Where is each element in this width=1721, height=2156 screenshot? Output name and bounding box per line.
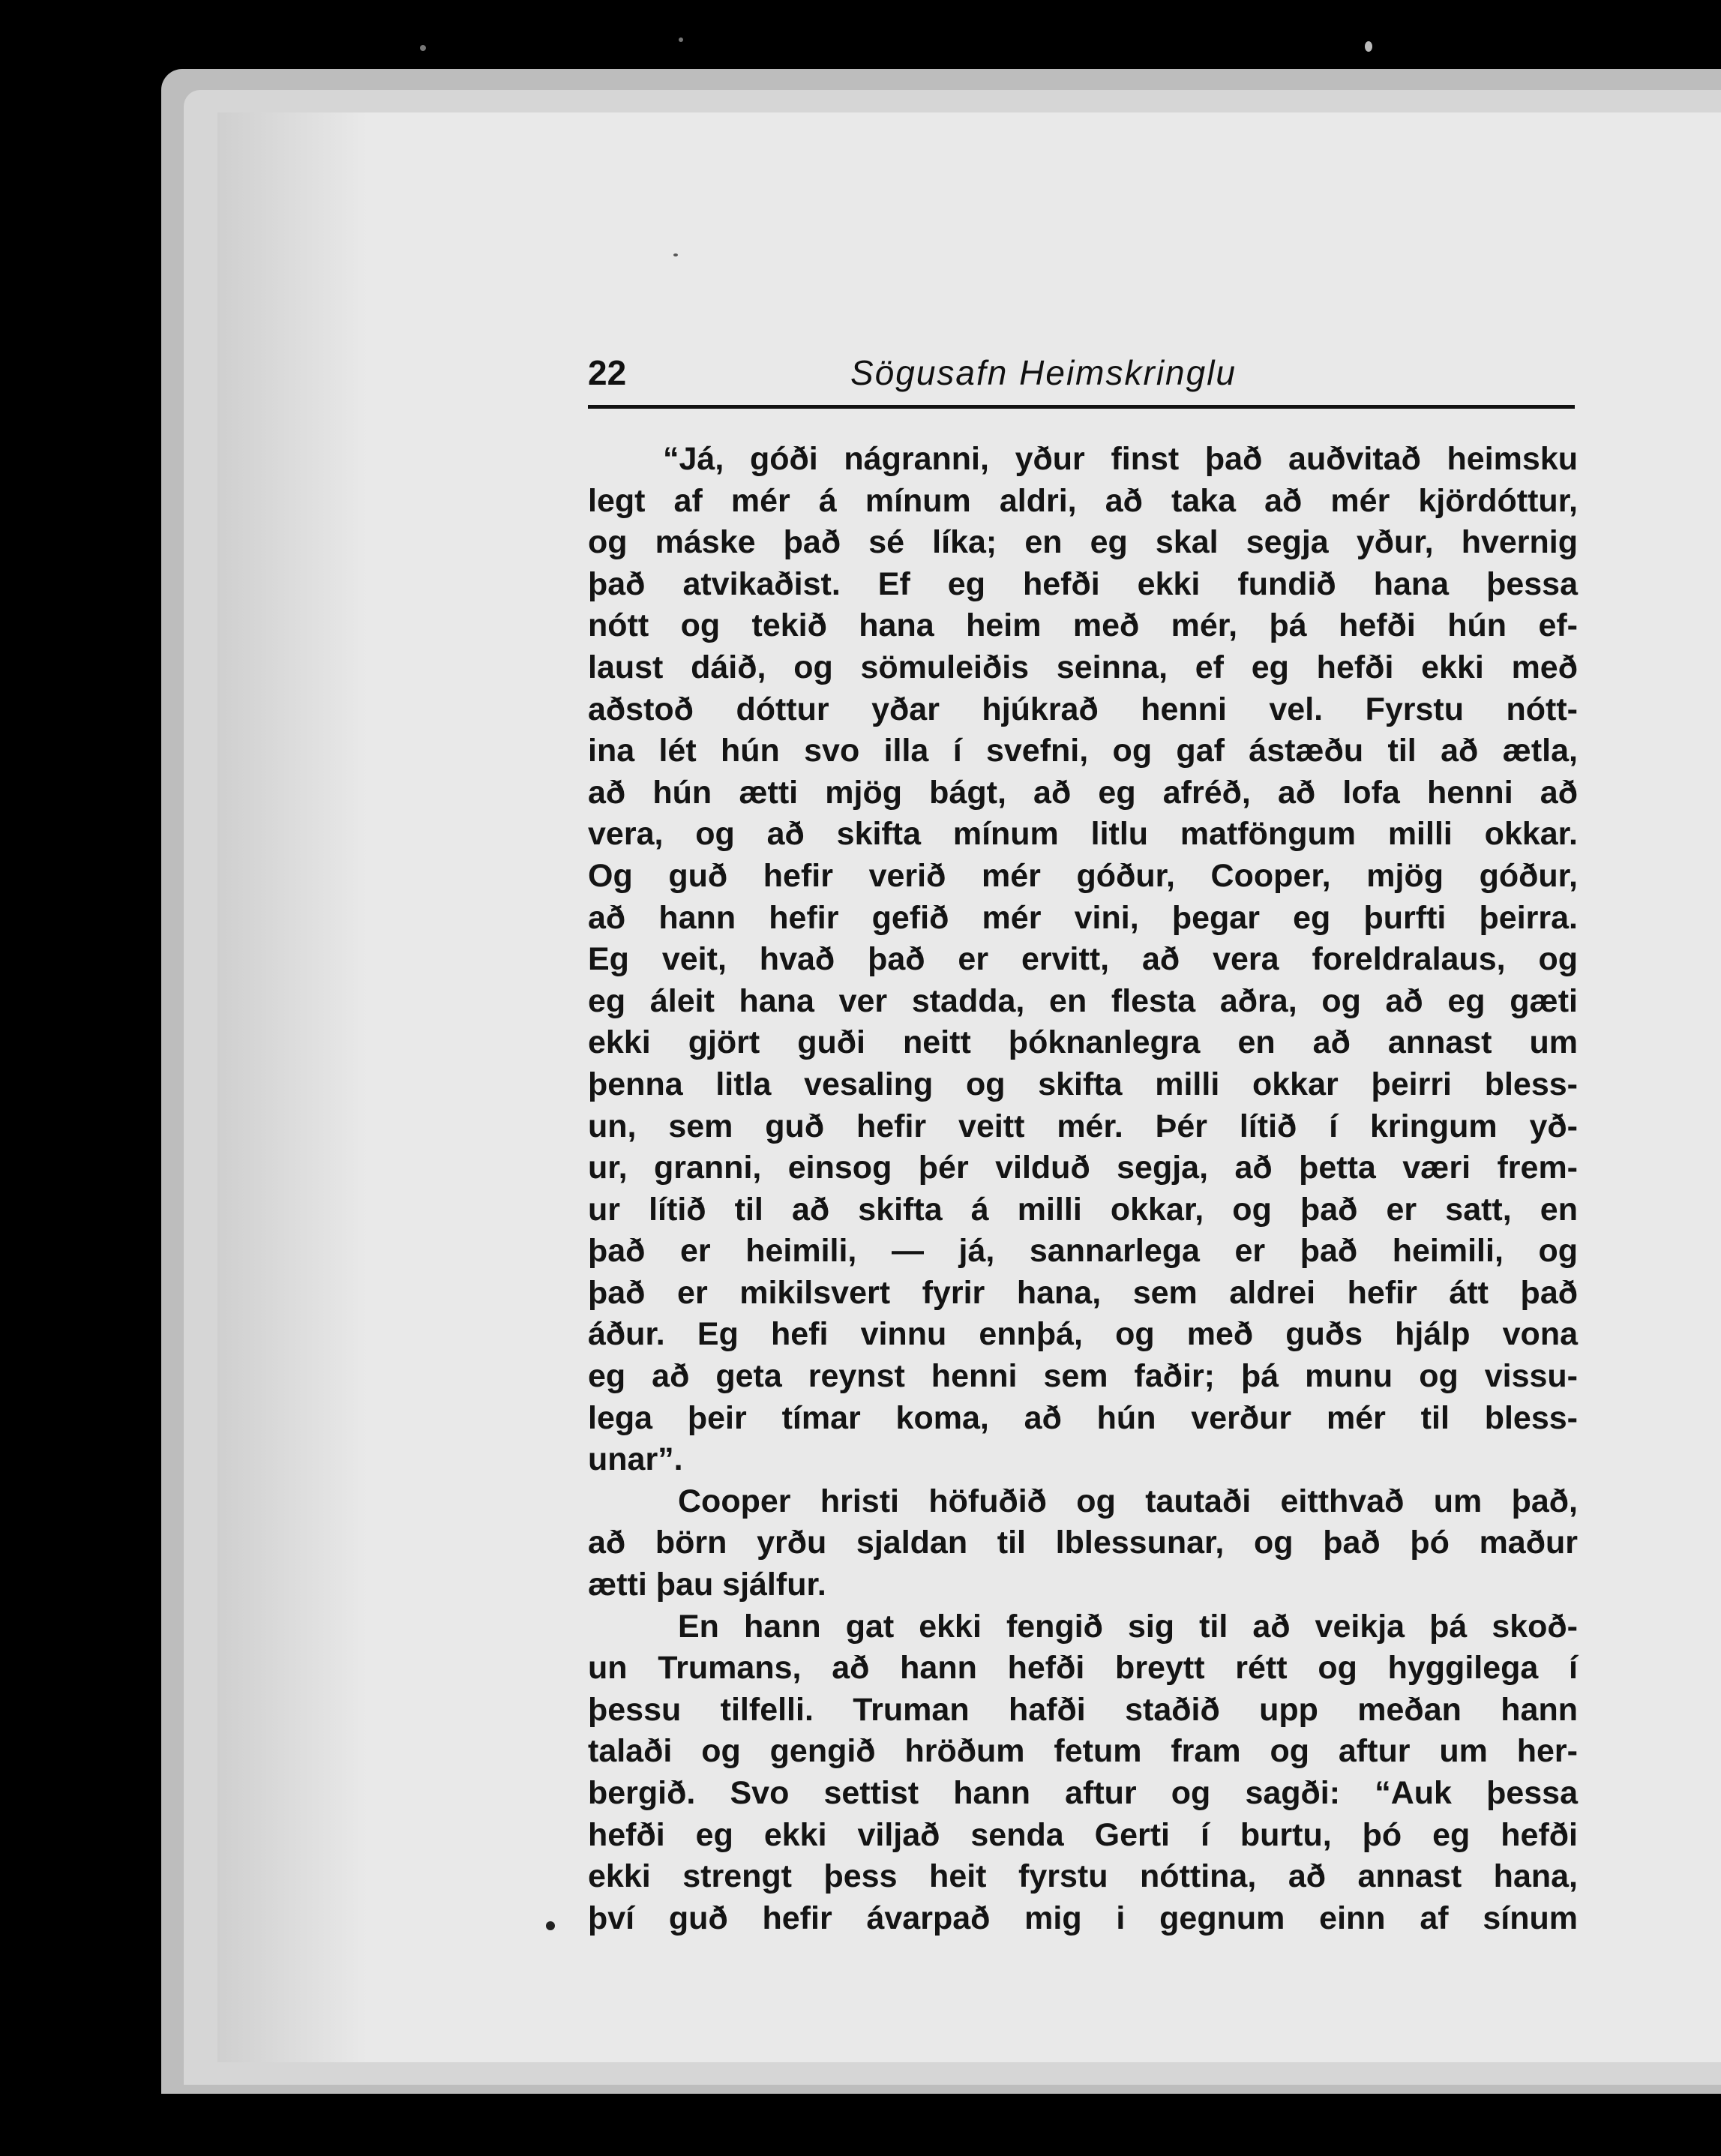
text-line: það er heimili, — já, sannarlega er það heimili, og [588,1233,1578,1270]
text-line: eg áleit hana ver stadda, en flesta aðra, og að eg gæti [588,982,1578,1019]
page-number: 22 [588,353,627,392]
text-line: En hann gat ekki fengið sig til að veikja þá skoð- [678,1608,1578,1645]
page-header [588,352,1575,409]
text-line: ekki gjört guði neitt þóknanlegra en að annast um [588,1024,1578,1061]
text-line: að hún ætti mjög bágt, að eg afréð, að lofa henni að [588,774,1578,811]
body-text [588,439,1578,1939]
margin-mark [546,1921,555,1930]
text-line: Og guð hefir verið mér góður, Cooper, mjög góður, [588,857,1578,894]
text-line: lega þeir tímar koma, að hún verður mér til bless- [588,1399,1578,1436]
text-line: ur lítið til að skifta á milli okkar, og það er satt, en [588,1191,1578,1228]
text-line: ekki strengt þess heit fyrstu nóttina, að annast hana, [588,1858,1578,1895]
page-gutter-shadow [217,112,367,2062]
text-line: bergið. Svo settist hann aftur og sagði: “Auk þessa [588,1775,1578,1811]
text-line: áður. Eg hefi vinnu ennþá, og með guðs hjálp vona [588,1316,1578,1353]
text-line: að hann hefir gefið mér vini, þegar eg þurfti þeirra. [588,899,1578,936]
text-line: nótt og tekið hana heim með mér, þá hefði hún ef- [588,607,1578,644]
dust-speck [1365,41,1372,52]
text-line: unar”. [588,1441,683,1478]
text-line: ætti þau sjálfur. [588,1567,826,1603]
text-line: Cooper hristi höfuðið og tautaði eitthvað um það, [678,1483,1578,1519]
text-line: legt af mér á mínum aldri, að taka að mér kjördóttur, [588,482,1578,519]
text-line: aðstoð dóttur yðar hjúkrað henni vel. Fyrstu nótt- [588,691,1578,727]
text-line: eg að geta reynst henni sem faðir; þá munu og vissu- [588,1358,1578,1395]
text-line: það atvikaðist. Ef eg hefði ekki fundið hana þessa [588,565,1578,602]
text-line: Eg veit, hvað það er ervitt, að vera foreldralaus, og [588,941,1578,978]
text-line: það er mikilsvert fyrir hana, sem aldrei hefir átt það [588,1274,1578,1311]
text-line: hefði eg ekki viljað senda Gerti í burtu, þó eg hefði [588,1816,1578,1853]
text-line: talaði og gengið hröðum fetum fram og aftur um her- [588,1733,1578,1770]
text-line: ina lét hún svo illa í svefni, og gaf ástæðu til að ætla, [588,733,1578,769]
text-line: “Já, góði nágranni, yður finst það auðvitað heimsku [663,441,1578,477]
text-line: ur, granni, einsog þér vilduð segja, að þetta væri frem- [588,1150,1578,1186]
text-line: un, sem guð hefir veitt mér. Þér lítið í kringum yð- [588,1108,1578,1144]
text-line: un Trumans, að hann hefði breytt rétt og hyggilega í [588,1650,1578,1687]
dust-speck [679,37,683,42]
text-line: laust dáið, og sömuleiðis seinna, ef eg hefði ekki með [588,649,1578,685]
text-line: þenna litla vesaling og skifta milli okkar þeirri bless- [588,1066,1578,1102]
text-line: því guð hefir ávarpað mig i gegnum einn af sínum [588,1900,1578,1936]
text-line: og máske það sé líka; en eg skal segja yður, hvernig [588,524,1578,561]
text-line: vera, og að skifta mínum litlu matföngum milli okkar. [588,816,1578,853]
text-line: að börn yrðu sjaldan til lblessunar, og það þó maður [588,1525,1578,1561]
text-line: þessu tilfelli. Truman hafði staðið upp meðan hann [588,1691,1578,1728]
dust-speck [420,45,426,51]
running-title: Sögusafn Heimskringlu [850,353,1237,392]
dust-speck [673,253,678,256]
